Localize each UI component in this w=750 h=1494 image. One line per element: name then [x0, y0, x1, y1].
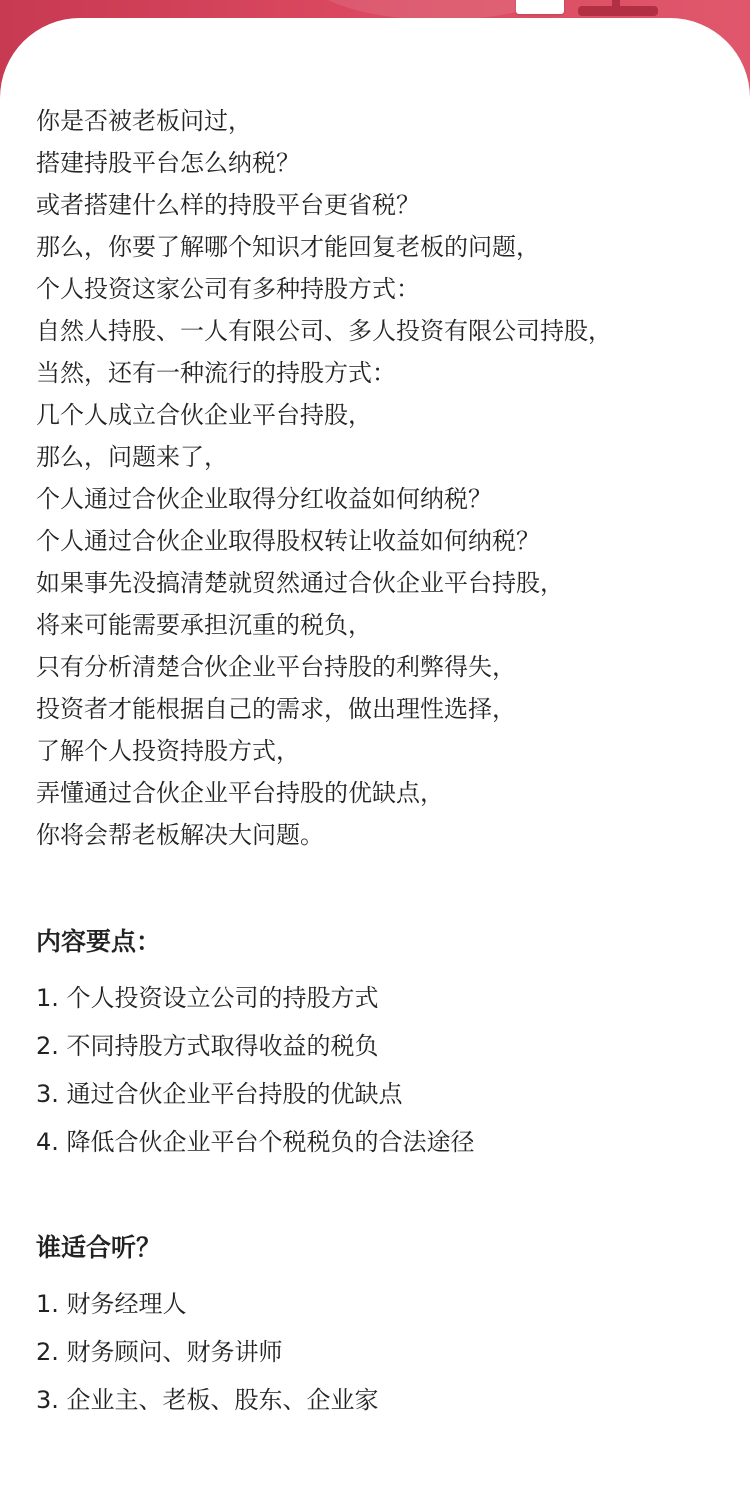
intro-line: 了解个人投资持股方式，: [36, 737, 300, 765]
intro-line: 将来可能需要承担沉重的税负，: [36, 611, 372, 639]
intro-line: 只有分析清楚合伙企业平台持股的利弊得失，: [36, 653, 516, 681]
banner-bar-decoration: [578, 6, 658, 16]
audience-heading: 谁适合听？: [36, 1233, 162, 1262]
key-point-item: 2. 不同持股方式取得收益的税负: [36, 1032, 379, 1060]
banner-card-decoration: [516, 0, 564, 14]
audience-item: 2. 财务顾问、财务讲师: [36, 1338, 283, 1366]
intro-text: [36, 100, 726, 856]
intro-line: 几个人成立合伙企业平台持股，: [36, 401, 372, 429]
intro-line: 自然人持股、一人有限公司、多人投资有限公司持股，: [36, 317, 612, 345]
intro-line: 投资者才能根据自己的需求，做出理性选择，: [36, 695, 516, 723]
intro-line: 搭建持股平台怎么纳税？: [36, 149, 300, 177]
intro-line: 个人投资这家公司有多种持股方式：: [36, 275, 420, 303]
intro-line: 弄懂通过合伙企业平台持股的优缺点，: [36, 779, 444, 807]
audience-section: [36, 1230, 726, 1424]
intro-line: 那么，你要了解哪个知识才能回复老板的问题，: [36, 233, 540, 261]
intro-line: 你是否被老板问过，: [36, 107, 252, 135]
key-point-item: 1. 个人投资设立公司的持股方式: [36, 984, 379, 1012]
audience-item: 1. 财务经理人: [36, 1290, 187, 1318]
intro-line: 个人通过合伙企业取得股权转让收益如何纳税？: [36, 527, 540, 555]
intro-line: 当然，还有一种流行的持股方式：: [36, 359, 396, 387]
intro-line: 你将会帮老板解决大问题。: [36, 821, 324, 849]
intro-line: 个人通过合伙企业取得分红收益如何纳税？: [36, 485, 492, 513]
key-point-item: 3. 通过合伙企业平台持股的优缺点: [36, 1080, 403, 1108]
key-points-heading: 内容要点：: [36, 927, 162, 956]
key-points-section: [36, 924, 726, 1166]
intro-line: 如果事先没搞清楚就贸然通过合伙企业平台持股，: [36, 569, 564, 597]
intro-line: 那么，问题来了，: [36, 443, 228, 471]
audience-item: 3. 企业主、老板、股东、企业家: [36, 1386, 379, 1414]
key-point-item: 4. 降低合伙企业平台个税税负的合法途径: [36, 1128, 475, 1156]
intro-line: 或者搭建什么样的持股平台更省税？: [36, 191, 420, 219]
